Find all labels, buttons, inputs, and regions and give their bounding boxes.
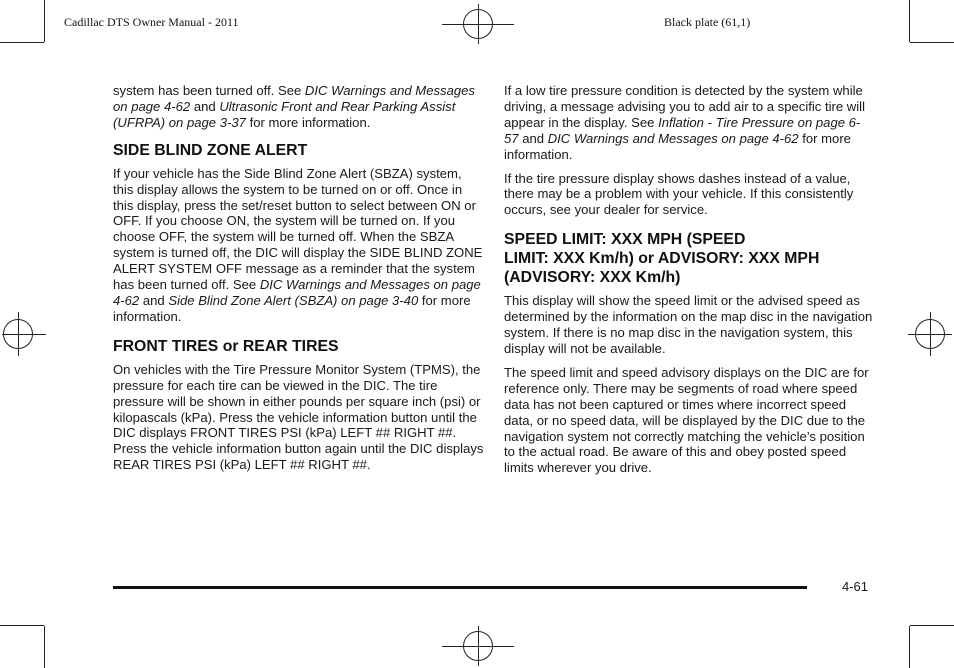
left-column [113,83,485,481]
header-plate-label: Black plate (61,1) [664,15,751,29]
xref-inflation: Inflation - Tire Pressure on page 6-57 [504,114,861,146]
sbza-paragraph [113,166,485,325]
speed-paragraph-2: The speed limit and speed advisory displays on the DIC are for reference only. There may be segments of road where speed data has not been captured or times where incorrect speed data, or no speed data, will be displayed by the DIC due to the navigation system not correctly matching the vehicle’s position to the actual road. Be aware of this and obey posted speed limits wherever you drive. [504,364,869,476]
xref-ufrpa: Ultrasonic Front and Rear Parking Assist (UFRPA) on page 3-37 [113,98,456,130]
intro-tail: for more information. [245,114,371,130]
intro-and: and [190,98,220,114]
xref-dic-warnings: DIC Warnings and Messages on page 4-62 [113,277,481,308]
speed-heading-line: SPEED LIMIT: XXX MPH (SPEED [504,231,746,249]
header-manual-title: Cadillac DTS Owner Manual - 2011 [64,15,239,29]
speed-heading-line: (ADVISORY: XXX Km/h) [504,269,681,287]
sbza-heading: SIDE BLIND ZONE ALERT [113,141,308,159]
sbza-text: If your vehicle has the Side Blind Zone Alert (SBZA) system, this display allows the system to be turned on or off. Once in this display, press the set/reset button to select between ON or OFF. If you choose ON, the system will be turned on. If you choose OFF, the system will be turned off. When the SBZA system is turned off, the DIC will display the SIDE BLIND ZONE ALERT SYSTEM OFF message as a reminder that the system has been turned off. See [113,165,483,293]
sbza-tail: for more information. [113,292,471,324]
sbza-and: and [139,292,169,308]
right-column [504,83,874,484]
low-tire-tail: for more information. [504,130,851,162]
intro-paragraph [113,83,485,131]
speed-heading-line: LIMIT: XXX Km/h) or ADVISORY: XXX MPH [504,250,820,268]
xref-dic-warnings: DIC Warnings and Messages on page 4-62 [547,130,799,146]
intro-text: system has been turned off. See [113,83,305,98]
dashes-paragraph: If the tire pressure display shows dashes instead of a value, there may be a problem with your vehicle. If this consistently occurs, see your dealer for service. [504,170,854,218]
low-tire-text: If a low tire pressure condition is detected by the system while driving, a message advising you to add air to a specific tire will appear in the display. See [504,83,865,130]
tires-paragraph: On vehicles with the Tire Pressure Monitor System (TPMS), the pressure for each tire can be viewed in the DIC. The tire pressure will be shown in either pounds per square inch (psi) or kilopascals (kPa). Press the vehicle information button until the DIC displays FRONT TIRES PSI (kPa) LEFT ## RIGHT ##. Press the vehicle information button again until the DIC displays REAR TIRES PSI (kPa) LEFT ## RIGHT ##. [113,361,484,473]
xref-dic-warnings: DIC Warnings and Messages on page 4-62 [113,83,475,114]
xref-sbza: Side Blind Zone Alert (SBZA) on page 3-40 [168,292,419,308]
speed-limit-heading [504,230,874,287]
page-number: 4-61 [842,579,869,594]
footer-rule [113,586,807,589]
low-tire-and: and [518,130,548,146]
speed-paragraph-1: This display will show the speed limit or the advised speed as determined by the information on the map disc in the navigation system. If there is no map disc in the navigation system, this display will not be available. [504,293,873,356]
low-tire-paragraph [504,83,874,163]
tires-heading: FRONT TIRES or REAR TIRES [113,337,339,355]
